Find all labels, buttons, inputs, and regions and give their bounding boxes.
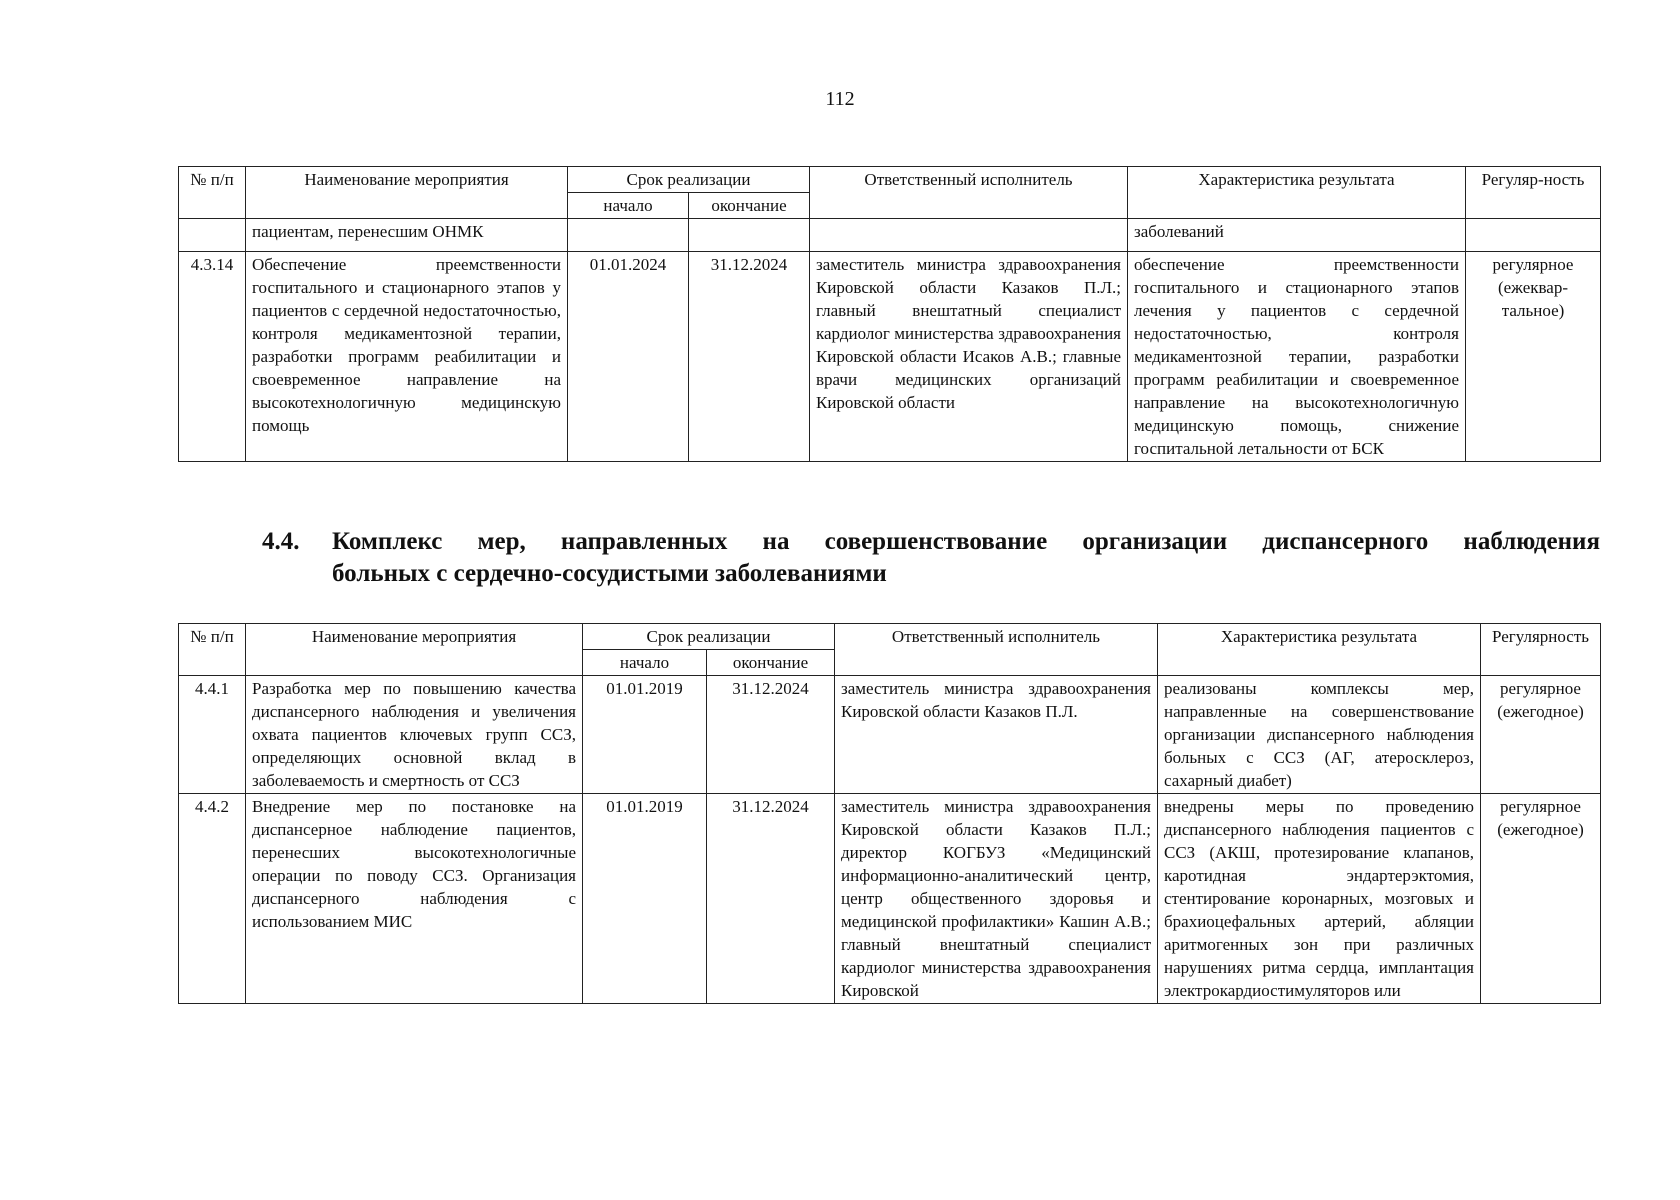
- cell-name: пациентам, перенесшим ОНМК: [246, 219, 568, 252]
- cell-end: 31.12.2024: [689, 252, 810, 462]
- header-period: Срок реализации: [583, 624, 835, 650]
- cell-end: 31.12.2024: [707, 676, 835, 794]
- cell-responsible: заместитель министра здравоохранения Кировской области Казаков П.Л.: [835, 676, 1158, 794]
- table-row: [179, 794, 1601, 1004]
- header-responsible: Ответственный исполнитель: [810, 167, 1128, 219]
- cell-num: 4.3.14: [179, 252, 246, 462]
- header-num: № п/п: [179, 167, 246, 219]
- section-title: [262, 526, 1600, 590]
- activities-table-4-3: [178, 166, 1601, 462]
- page-number: 112: [825, 88, 855, 110]
- section-number: 4.4.: [262, 528, 300, 555]
- header-end: окончание: [689, 193, 810, 219]
- cell-num: 4.4.1: [179, 676, 246, 794]
- header-end: окончание: [707, 650, 835, 676]
- cell-responsible: заместитель министра здравоохранения Кировской области Казаков П.Л.; директор КОГБУЗ «Медицинский информационно-аналитический центр, центр общественного здоровья и медицинской профилактики» Кашин А.В.; главный внештатный специалист кардиолог министерства здравоохранения Кировской: [835, 794, 1158, 1004]
- cell-regularity: регулярное (ежегодное): [1481, 794, 1601, 1004]
- cell-name: Обеспечение преемственности госпитального и стационарного этапов у пациентов с сердечной недостаточностью, контроля медикаментозной терапии, разработки программ реабилитации и своевременное направление на высокотехнологичную медицинскую помощь: [246, 252, 568, 462]
- table-row: [179, 676, 1601, 794]
- activities-table-4-4: [178, 623, 1601, 1004]
- table-row: [179, 252, 1601, 462]
- section-title-line2: больных с сердечно-сосудистыми заболеваниями: [332, 560, 887, 587]
- header-name: Наименование мероприятия: [246, 624, 583, 676]
- header-regularity: Регуляр-ность: [1466, 167, 1601, 219]
- header-start: начало: [568, 193, 689, 219]
- cell-end: 31.12.2024: [707, 794, 835, 1004]
- cell-start: 01.01.2019: [583, 676, 707, 794]
- cell-result: внедрены меры по проведению диспансерного наблюдения пациентов с ССЗ (АКШ, протезирование клапанов, каротидная эндартерэктомия, стентирование коронарных, мозговых и брахиоцефальных артерий, абляции аритмогенных зон при различных нарушениях ритма сердца, имплантация электрокардиостимуляторов или: [1158, 794, 1481, 1004]
- cell-result: заболеваний: [1128, 219, 1466, 252]
- header-result: Характеристика результата: [1158, 624, 1481, 676]
- cell-result: обеспечение преемственности госпитального и стационарного этапов лечения у пациентов с сердечной недостаточностью, контроля медикаментозной терапии, разработки программ реабилитации и своевременное направление на высокотехнологичную медицинскую помощь, снижение госпитальной летальности от БСК: [1128, 252, 1466, 462]
- header-name: Наименование мероприятия: [246, 167, 568, 219]
- cell-responsible: заместитель министра здравоохранения Кировской области Казаков П.Л.; главный внештатный специалист кардиолог министерства здравоохранения Кировской области Исаков А.В.; главные врачи медицинских организаций Кировской области: [810, 252, 1128, 462]
- header-result: Характеристика результата: [1128, 167, 1466, 219]
- cell-regularity: регулярное (ежегодное): [1481, 676, 1601, 794]
- header-responsible: Ответственный исполнитель: [835, 624, 1158, 676]
- header-regularity: Регулярность: [1481, 624, 1601, 676]
- section-title-line1: Комплекс мер, направленных на совершенствование организации диспансерного наблюдения: [332, 528, 1600, 555]
- cell-name: Разработка мер по повышению качества диспансерного наблюдения и увеличения охвата пациентов ключевых групп ССЗ, определяющих основной вклад в заболеваемость и смертность от ССЗ: [246, 676, 583, 794]
- header-start: начало: [583, 650, 707, 676]
- cell-regularity: регулярное (ежеквар-тальное): [1466, 252, 1601, 462]
- cell-name: Внедрение мер по постановке на диспансерное наблюдение пациентов, перенесших высокотехнологичные операции по поводу ССЗ. Организация диспансерного наблюдения с использованием МИС: [246, 794, 583, 1004]
- cell-start: 01.01.2019: [583, 794, 707, 1004]
- cell-result: реализованы комплексы мер, направленные на совершенствование организации диспансерного наблюдения больных с ССЗ (АГ, атеросклероз, сахарный диабет): [1158, 676, 1481, 794]
- cell-num: 4.4.2: [179, 794, 246, 1004]
- header-period: Срок реализации: [568, 167, 810, 193]
- cell-start: 01.01.2024: [568, 252, 689, 462]
- table-row-continuation: [179, 219, 1601, 252]
- header-num: № п/п: [179, 624, 246, 676]
